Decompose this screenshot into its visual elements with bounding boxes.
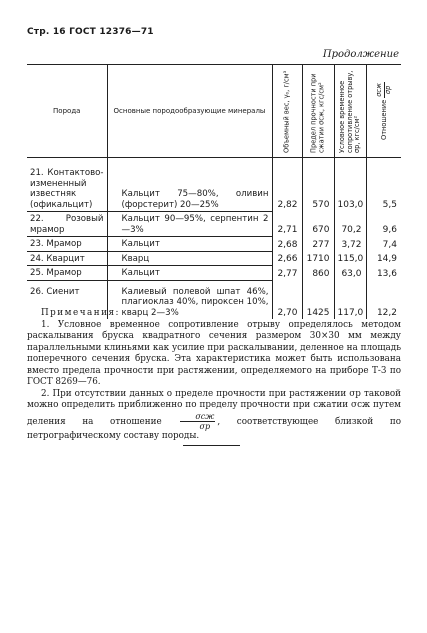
table-header-row [27, 65, 401, 158]
compressive-value: 860 [302, 266, 334, 281]
compressive-value: 670 [302, 212, 334, 237]
ratio-value: 12,2 [366, 280, 401, 319]
note-2-text-end: , соответствующее близкой по петрографическому составу породы. [27, 416, 401, 441]
tensile-value: 70,2 [334, 212, 366, 237]
col-tensile-resistance: Условное временное сопротивление отрыву, σр, кгс/см² [334, 65, 366, 158]
compressive-value: 1710 [302, 251, 334, 266]
tensile-value: 115,0 [334, 251, 366, 266]
compressive-value: 570 [302, 158, 334, 212]
ratio-value: 5,5 [366, 158, 401, 212]
col-rock: Порода [27, 65, 107, 158]
tensile-value: 3,72 [334, 237, 366, 252]
note-2-fraction [180, 412, 215, 431]
table-row [27, 212, 401, 237]
table-row [27, 158, 401, 212]
mineral-composition: Кальцит [107, 266, 272, 281]
col-minerals: Основные породообразующие минералы [107, 65, 272, 158]
volume-weight-value: 2,82 [272, 158, 302, 212]
table-row [27, 266, 401, 281]
page-header: Стр. 16 ГОСТ 12376—71 [27, 27, 154, 37]
table-row [27, 251, 401, 266]
mineral-composition: Кальцит 75—80%, оливин (форстерит) 20—25% [107, 158, 272, 212]
ratio-label: Отношение [379, 99, 388, 140]
mineral-composition: Кальцит 90—95%, серпентин 2—3% [107, 212, 272, 237]
rock-name: 23. Мрамор [27, 237, 107, 252]
notes-title: Примечания: [41, 308, 121, 318]
note-2-denominator: σр [199, 421, 211, 431]
volume-weight-value: 2,66 [272, 251, 302, 266]
volume-weight-value: 2,77 [272, 266, 302, 281]
table-row [27, 237, 401, 252]
note-2-text-start: 2. При отсутствии данных о пределе прочности при растяжении σр таковой можно определить приближенно по пределу прочности при сжатии σсж путем деления на отношение [27, 388, 401, 427]
ratio-numerator: σсж [374, 83, 383, 97]
note-2 [27, 389, 401, 443]
volume-weight-value: 2,71 [272, 212, 302, 237]
mineral-composition: Кварц [107, 251, 272, 266]
rock-name: 22. Розовый мрамор [27, 212, 107, 237]
ratio-value: 9,6 [366, 212, 401, 237]
notes-section [27, 308, 401, 442]
col-ratio [366, 65, 401, 158]
volume-weight-value: 2,68 [272, 237, 302, 252]
ratio-fraction [376, 82, 392, 98]
note-2-numerator: σсж [180, 412, 215, 422]
tensile-value: 63,0 [334, 266, 366, 281]
ratio-value: 13,6 [366, 266, 401, 281]
ratio-denominator: σр [383, 85, 392, 95]
rock-name: 24. Кварцит [27, 251, 107, 266]
compressive-value: 277 [302, 237, 334, 252]
volume-weight-value: 2,70 [272, 280, 302, 319]
tensile-value: 117,0 [334, 280, 366, 319]
col-volume-weight: Объемный вес, γ₀, г/см³ [272, 65, 302, 158]
note-1: 1. Условное временное сопротивление отрыву определялось методом раскалывания бруска квадратного сечения размером 30×30 мм между параллельными клиньями как усилие при раскалывании, деленное на площадь поперечного сечения бруска. Эта характеристика может быть использована вместо предела прочности при растяжении, определяемого на приборе Т-3 по ГОСТ 8269—76. [27, 319, 401, 387]
mineral-composition: Кальцит [107, 237, 272, 252]
mineral-composition: Калиевый полевой шпат 46%, плагиоклаз 40%, пироксен 10%, кварц 2—3% [107, 280, 272, 319]
col-compressive-strength: Предел прочности при сжатии σсж, кгс/см² [302, 65, 334, 158]
tensile-value: 103,0 [334, 158, 366, 212]
compressive-value: 1425 [302, 280, 334, 319]
ratio-value: 14,9 [366, 251, 401, 266]
continuation-label: Продолжение [322, 49, 399, 60]
ratio-value: 7,4 [366, 237, 401, 252]
rock-name: 26. Сиенит [27, 280, 107, 319]
end-divider [183, 445, 240, 446]
rock-name: 25. Мрамор [27, 266, 107, 281]
rock-name: 21. Контактово-измененный известняк (офикальцит) [27, 158, 107, 212]
rock-properties-table [27, 64, 401, 319]
